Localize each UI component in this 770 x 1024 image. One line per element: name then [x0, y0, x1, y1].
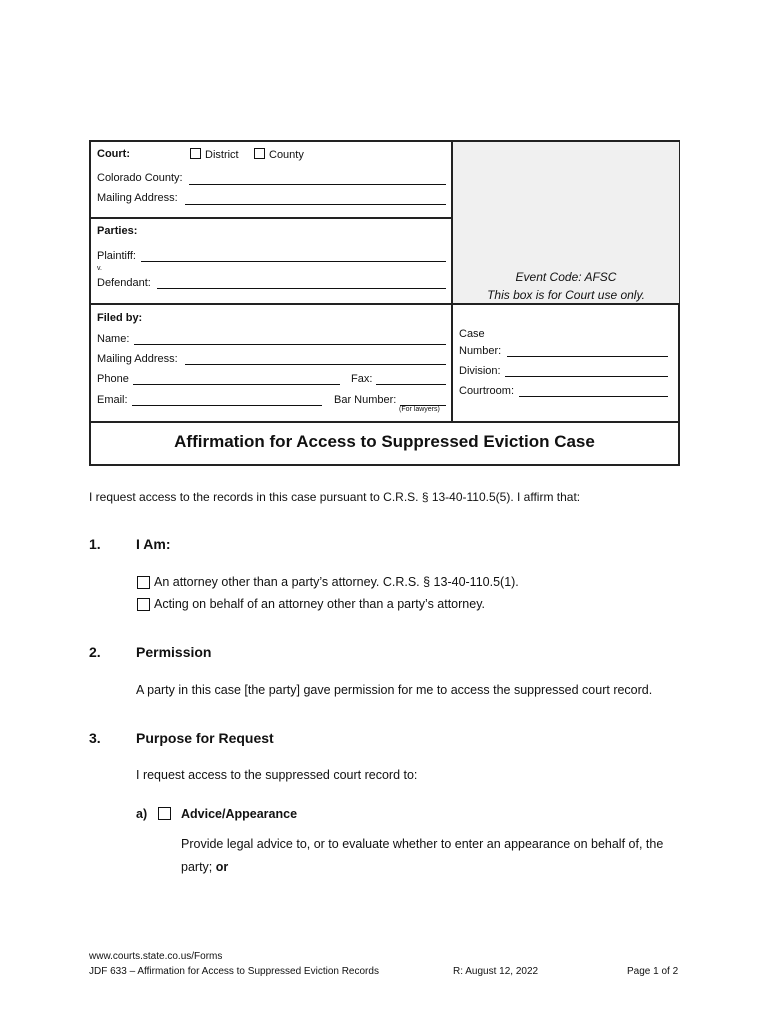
name-field[interactable]	[134, 344, 446, 345]
filer-mailing-address-label: Mailing Address:	[97, 353, 178, 365]
section-1-heading: I Am:	[136, 536, 171, 552]
parties-label: Parties:	[97, 225, 138, 237]
item-a-line-2-prefix: party;	[181, 860, 216, 874]
defendant-field[interactable]	[157, 288, 446, 289]
email-field[interactable]	[132, 405, 322, 406]
name-label: Name:	[97, 333, 130, 345]
mailing-address-label: Mailing Address:	[97, 192, 178, 204]
county-option[interactable]	[254, 148, 304, 161]
footer-page: Page 1 of 2	[627, 966, 679, 977]
behalf-checkbox[interactable]	[137, 598, 150, 611]
bar-number-label: Bar Number:	[334, 394, 397, 406]
intro-text: I request access to the records in this case pursuant to C.R.S. § 13-40-110.5(5). I affirm that:	[89, 490, 581, 504]
case-number-field[interactable]	[507, 356, 668, 357]
section-3-number: 3.	[89, 730, 101, 746]
section-2-number: 2.	[89, 644, 101, 660]
email-label: Email:	[97, 394, 128, 406]
item-a-line-2	[181, 860, 228, 874]
section-1-number: 1.	[89, 536, 101, 552]
district-option[interactable]	[190, 148, 239, 161]
fax-field[interactable]	[376, 384, 446, 385]
caption-rule-court	[90, 217, 452, 219]
form-title: Affirmation for Access to Suppressed Eviction Case	[174, 432, 595, 451]
case-label: Case	[459, 328, 485, 340]
item-a-line-1: Provide legal advice to, or to evaluate whether to enter an appearance on behalf of, the	[181, 837, 664, 851]
district-checkbox[interactable]	[190, 148, 201, 159]
footer-form-id: JDF 633 – Affirmation for Access to Suppressed Eviction Records	[89, 966, 379, 977]
phone-field[interactable]	[133, 384, 340, 385]
plaintiff-field[interactable]	[141, 261, 446, 262]
purpose-text: I request access to the suppressed court record to:	[136, 768, 418, 782]
defendant-label: Defendant:	[97, 277, 151, 289]
versus-label: v.	[97, 265, 102, 272]
district-label: District	[205, 149, 239, 161]
filer-mailing-address-field[interactable]	[185, 364, 446, 365]
attorney-checkbox[interactable]	[137, 576, 150, 589]
section-3-heading: Purpose for Request	[136, 730, 274, 746]
case-number-label: Number:	[459, 345, 502, 357]
event-code: Event Code: AFSC	[515, 270, 617, 284]
advice-appearance-checkbox[interactable]	[158, 807, 171, 820]
item-a-letter: a)	[136, 807, 148, 821]
fax-label: Fax:	[351, 373, 373, 385]
phone-label: Phone	[97, 373, 129, 385]
item-a-line-2-or: or	[215, 860, 229, 874]
attorney-option-label: An attorney other than a party’s attorney. C.R.S. § 13-40-110.5(1).	[154, 575, 519, 589]
caption-rule-filer	[90, 421, 679, 423]
colorado-county-label: Colorado County:	[97, 172, 183, 184]
item-a-heading: Advice/Appearance	[181, 807, 298, 821]
filed-by-label: Filed by:	[97, 312, 143, 324]
for-lawyers-note: (For lawyers)	[399, 406, 440, 413]
court-use-note: This box is for Court use only.	[487, 288, 645, 302]
section-2-heading: Permission	[136, 644, 212, 660]
mailing-address-field[interactable]	[185, 204, 446, 205]
courtroom-label: Courtroom:	[459, 385, 515, 397]
division-label: Division:	[459, 365, 501, 377]
footer-revision: R: August 12, 2022	[453, 966, 539, 977]
caption-rule-parties	[90, 303, 679, 305]
court-label: Court:	[97, 148, 130, 160]
behalf-option-label: Acting on behalf of an attorney other than a party’s attorney.	[154, 597, 485, 611]
permission-text: A party in this case [the party] gave permission for me to access the suppressed court record.	[136, 683, 653, 697]
courtroom-field[interactable]	[519, 396, 668, 397]
colorado-county-field[interactable]	[189, 184, 446, 185]
footer-website: www.courts.state.co.us/Forms	[89, 951, 223, 962]
county-label: County	[269, 149, 304, 161]
county-checkbox[interactable]	[254, 148, 265, 159]
plaintiff-label: Plaintiff:	[97, 250, 136, 262]
division-field[interactable]	[505, 376, 668, 377]
